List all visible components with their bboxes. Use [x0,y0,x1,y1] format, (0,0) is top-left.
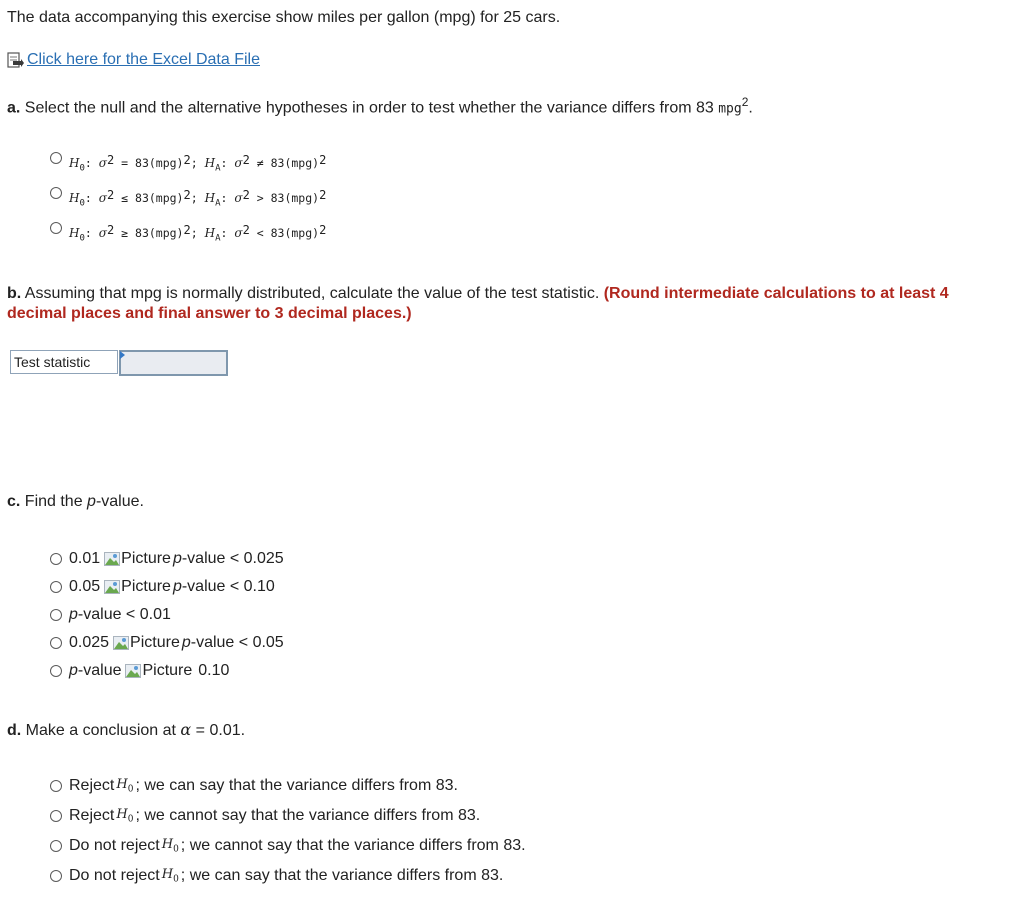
pvalue-radio-4[interactable] [50,637,62,649]
hypothesis-radio-1[interactable] [50,152,62,164]
picture-placeholder [104,578,171,596]
h0-operator: ≤ [121,191,129,205]
part-a-text: Select the null and the alternative hypotheses in order to test whether the variance differs from 83 [20,99,719,117]
h0-letter: H [161,867,174,883]
conclusion-pre-1: Reject [69,777,115,794]
ha-symbol: H [204,226,216,240]
conclusion-option-3[interactable] [50,837,526,855]
h0-operator: ≥ [121,226,129,240]
conclusion-post-1: ; we can say that the variance differs from 83. [135,777,458,794]
part-a-letter: a. [7,99,21,117]
h0-operator: = [121,156,129,170]
sq: 2 [319,153,327,167]
hypothesis-radio-3[interactable] [50,222,62,234]
picture-text: Picture [142,662,193,679]
intro-text: The data accompanying this exercise show miles per gallon (mpg) for 25 cars. [7,9,561,26]
broken-image-icon [113,636,129,650]
value: 83(mpg) [270,226,320,240]
pvalue-option-2[interactable] [50,578,275,596]
h0-sub: 0 [79,163,85,174]
part-a-question [7,95,753,117]
conclusion-radio-1[interactable] [50,780,62,792]
colon: : [220,156,228,170]
part-c-letter: c. [7,493,21,510]
part-c-question [7,493,144,511]
alpha-value: = 0.01. [191,722,246,739]
pvalue-italic-3: p [69,606,78,623]
ha-symbol: H [204,156,216,170]
h0-symbol: H [69,156,80,170]
conclusion-post-2: ; we cannot say that the variance differs from 83. [135,807,481,824]
value: 83(mpg) [135,191,184,205]
pvalue-pre-1: 0.01 [69,550,101,567]
pvalue-radio-5[interactable] [50,665,62,677]
pvalue-option-3[interactable] [50,606,171,624]
h0-symbol: H [69,226,80,240]
h0-sub: 0 [79,233,85,244]
hypothesis-text-3 [69,223,327,244]
picture-text: Picture [121,550,171,567]
pvalue-post-1: -value < 0.025 [181,550,284,567]
value: 83(mpg) [135,226,184,240]
pvalue-radio-2[interactable] [50,581,62,593]
part-a-unit-exp: 2 [741,95,749,109]
conclusion-pre-4: Do not reject [69,867,160,884]
h0-sub: 0 [127,784,134,795]
broken-image-icon [104,580,120,594]
pvalue-italic-1: p [172,550,182,567]
h0-symbol: H [69,191,80,205]
ha-symbol: H [204,191,216,205]
picture-text: Picture [121,578,171,595]
sq: 2 [319,223,327,237]
part-b-text: Assuming that mpg is normally distributed, calculate the value of the test statistic. [21,285,604,302]
sq: 2 [319,188,327,202]
colon: : [84,156,92,170]
h0-symbol [116,807,133,825]
sq: 2 [106,153,115,167]
sq: 2 [242,223,250,237]
part-b-question [7,284,1012,324]
hypothesis-option-3[interactable] [50,222,326,243]
part-d-letter: d. [7,722,22,739]
part-c-text-before: Find the [20,493,88,510]
semicolon: ; [190,156,198,170]
pvalue-post-5: -value [77,662,122,679]
sq: 2 [106,223,115,237]
h0-letter: H [116,777,128,793]
part-b-instruction-1: (Round intermediate calculations to at least 4 [603,285,949,302]
hypothesis-radio-2[interactable] [50,187,62,199]
part-c-text-after: -value. [95,493,144,510]
semicolon: ; [190,226,198,240]
pvalue-post-4: -value < 0.05 [190,634,284,651]
conclusion-option-2[interactable] [50,807,480,825]
pvalue-italic-2: p [172,578,182,595]
pvalue-italic-5: p [69,662,78,679]
picture-placeholder [104,550,171,568]
value: 83(mpg) [270,191,320,205]
input-flag-icon [120,351,125,359]
picture-placeholder [113,634,180,652]
conclusion-option-4[interactable] [50,867,503,885]
part-b-instruction-2: decimal places and final answer to 3 decimal places.) [7,305,412,322]
excel-file-icon [7,52,24,68]
h0-sub: 0 [173,844,179,855]
h0-symbol [162,837,179,855]
sq: 2 [106,188,115,202]
ha-operator: < [256,226,264,240]
pvalue-radio-3[interactable] [50,609,62,621]
sq: 2 [242,188,250,202]
conclusion-radio-4[interactable] [50,870,62,882]
sigma: σ [98,156,107,170]
broken-image-icon [104,552,120,566]
value: 83(mpg) [270,156,320,170]
part-d-question [7,720,245,740]
conclusion-radio-2[interactable] [50,810,62,822]
broken-image-icon [125,664,141,678]
excel-file-link[interactable] [7,51,260,69]
part-a-end: . [748,99,753,117]
ha-sub: A [215,198,221,209]
colon: : [220,226,228,240]
part-d-text: Make a conclusion at [21,722,181,739]
conclusion-post-4: ; we can say that the variance differs from 83. [180,867,504,884]
conclusion-pre-3: Do not reject [69,837,160,854]
colon: : [84,191,92,205]
pvalue-option-5[interactable] [50,662,229,680]
h0-sub: 0 [79,198,85,209]
test-statistic-input[interactable] [119,350,228,376]
picture-placeholder [125,662,192,680]
ha-sub: A [215,233,221,244]
sigma: σ [98,226,107,240]
part-c-p: p [87,493,96,510]
hypothesis-option-2[interactable] [50,187,326,208]
pvalue-radio-1[interactable] [50,553,62,565]
conclusion-pre-2: Reject [69,807,115,824]
hypothesis-text-2 [69,188,327,209]
pvalue-post-2: -value < 0.10 [181,578,275,595]
sigma: σ [234,191,243,205]
excel-file-link-text[interactable]: Click here for the Excel Data File [27,51,260,68]
part-b-letter: b. [7,285,22,302]
h0-letter: H [161,837,174,853]
sq: 2 [242,153,250,167]
pvalue-post-3: -value < 0.01 [77,606,171,623]
conclusion-post-3: ; we cannot say that the variance differs from 83. [180,837,526,854]
ha-operator: > [256,191,264,205]
test-statistic-label: Test statistic [10,350,118,374]
colon: : [84,226,92,240]
value: 83(mpg) [135,156,184,170]
picture-text: Picture [130,634,180,651]
semicolon: ; [190,191,198,205]
sigma: σ [98,191,107,205]
h0-symbol [162,867,179,885]
hypothesis-option-1[interactable] [50,152,326,173]
pvalue-pre-2: 0.05 [69,578,101,595]
pvalue-option-4[interactable] [50,634,284,652]
pvalue-plain-5: 0.10 [198,662,230,679]
conclusion-radio-3[interactable] [50,840,62,852]
conclusion-option-1[interactable] [50,777,458,795]
ha-sub: A [215,163,221,174]
pvalue-italic-4: p [181,634,191,651]
sq: 2 [183,223,191,237]
pvalue-option-1[interactable] [50,550,284,568]
h0-symbol [116,777,133,795]
h0-sub: 0 [127,814,134,825]
sq: 2 [183,188,191,202]
alpha-symbol: α [180,720,192,739]
hypothesis-text-1 [69,153,327,174]
part-a-unit: mpg [718,101,742,117]
colon: : [220,191,228,205]
sigma: σ [234,226,243,240]
h0-letter: H [116,807,128,823]
pvalue-pre-4: 0.025 [69,634,110,651]
ha-operator: ≠ [256,156,264,170]
sq: 2 [183,153,191,167]
h0-sub: 0 [173,874,179,885]
sigma: σ [234,156,243,170]
